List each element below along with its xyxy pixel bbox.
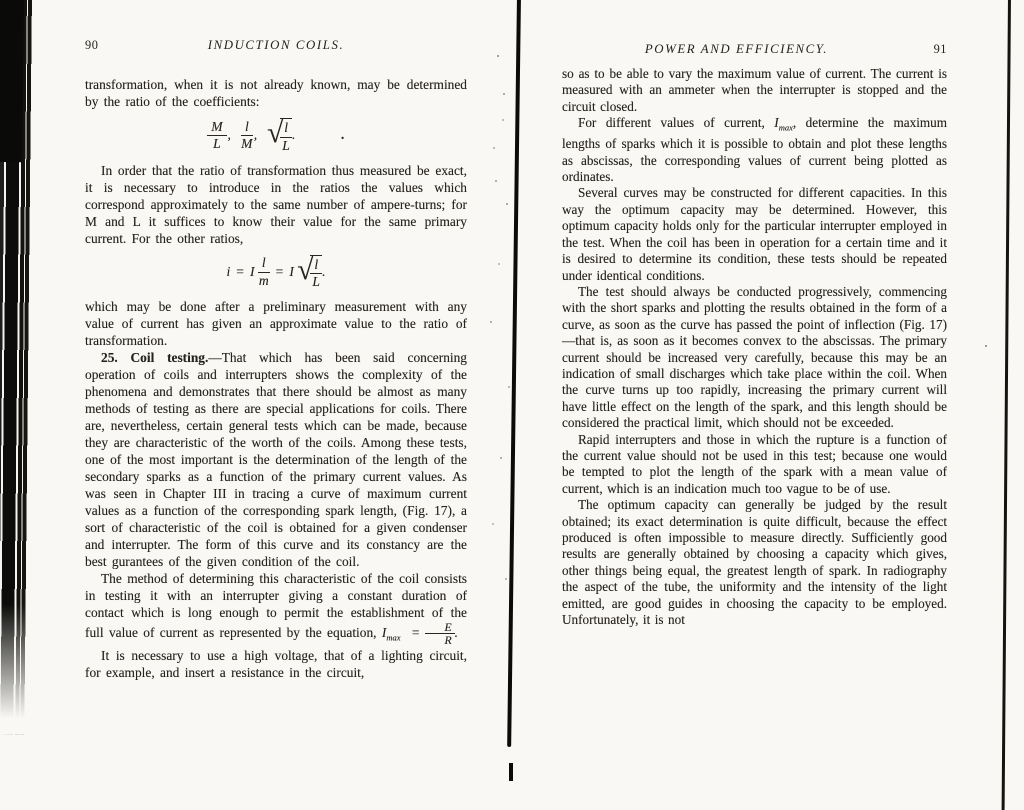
fraction-denominator: R [444, 633, 452, 648]
separator: . [454, 625, 459, 641]
separator: , [227, 127, 231, 142]
fraction-numerator: l [241, 120, 253, 137]
variable: I [249, 263, 255, 279]
paragraph: Several curves may be constructed for different capacities. In this way the optimum capacity may be determined. However, this optimum capacity holds only for the particular interrupter employed in the test. When the coil has been in operation for a certain time and it is desired to determine its condition, these tests should be repeated under identical conditions. [562, 185, 947, 283]
right-page [562, 42, 947, 628]
paragraph: transformation, when it is not already known, may be determined by the ratio of the coefficients: [85, 77, 467, 109]
paragraph-coil-testing [85, 349, 467, 570]
fraction-numerator: M [207, 120, 226, 137]
gutter-ink-dash [509, 763, 513, 781]
left-page [85, 38, 467, 681]
fraction-numerator: l [258, 256, 270, 273]
separator: , [253, 127, 258, 142]
paragraph-text: The method of determining this characteristic of the coil consists in testing it with an interrupter giving a constant duration of contact which is long enough to permit the establishment of the full value of current as represented by the equation, [85, 571, 467, 641]
equals-sign: = [275, 263, 284, 279]
right-page-header [562, 42, 947, 57]
fraction [425, 621, 454, 647]
paragraph: It is necessary to use a high voltage, that of a lighting circuit, for example, and insert a resistance in the circuit, [85, 647, 467, 680]
fraction [258, 256, 270, 288]
fraction-numerator: l [310, 258, 322, 275]
paragraph: which may be done after a preliminary measurement with any value of current has given an approximate value to the ratio of transformation. [85, 299, 467, 349]
fraction-numerator: l [280, 121, 292, 138]
running-head-right: POWER AND EFFICIENCY. [644, 42, 829, 56]
paragraph: Rapid interrupters and those in which the rupture is a function of the current value should not be used in this test; because one would be tempted to plot the length of the spark with a mean value of current, which is an indication much too vague to be of use. [562, 431, 947, 496]
radical-sign: √ [297, 253, 314, 286]
imax-symbol: I [381, 625, 387, 641]
radical-sign: √ [267, 117, 284, 149]
fraction-denominator: L [282, 137, 290, 153]
imax-symbol: I [774, 115, 779, 131]
radicand [280, 118, 292, 153]
imax-equation [381, 620, 459, 648]
fraction-numerator: E [425, 621, 454, 634]
running-head-left: INDUCTION COILS. [207, 38, 345, 52]
paragraph: so as to be able to vary the maximum value of current. The current is measured with an ammeter when the interrupter is stopped and the circuit closed. [562, 66, 947, 114]
paragraph-imax [562, 115, 947, 185]
imax-reference [774, 115, 793, 133]
page-gutter-line [507, 0, 521, 747]
fraction-denominator: L [312, 274, 320, 290]
fraction-denominator: M [241, 136, 253, 152]
right-edge-scan-line [1002, 0, 1011, 810]
fraction [310, 258, 322, 290]
paragraph-text: , determine the maximum lengths of sparks which it is possible to obtain and plot these lengths as abscissas, the corresponding values of current being plotted as ordinates. [562, 115, 947, 185]
left-page-header [85, 38, 467, 53]
variable: i [226, 263, 231, 279]
stray-ink-dot: . [341, 127, 345, 142]
paragraph: The test should always be conducted progressively, commencing with the short sparks and plotting the results obtained in the form of a curve, as soon as the curve has passed the point of inflection (Fig. 17)—that is, as soon as it becomes convex to the abscissas. The primary current should be increased very carefully, because this may be an indication of small discharges which take place within the coil. When the curve turns up too rapidly, increasing the primary current will have little effect on the length of the spark, and this length should be considered the practical limit, which should not be exceeded. [562, 283, 947, 431]
variable: I [289, 263, 294, 279]
formula-current-ratio [85, 254, 467, 291]
radicand [310, 255, 322, 290]
imax-subscript: max [386, 632, 401, 643]
ink-speckles [497, 55, 499, 57]
separator: . [291, 127, 296, 142]
paragraph: The optimum capacity can generally be judged by the result obtained; its exact determination is quite difficult, because the effect produced is often impossible to measure directly. Sufficiently good results are generally obtained by choosing a capacity which gives, other things being equal, the greatest length of spark. In radiography the aspect of the tube, the uniformity and the intensity of the light emitted, are good guides in choosing the capacity to be employed. Unfortunately, it is not [562, 497, 947, 628]
fraction [207, 120, 226, 152]
fraction [280, 121, 292, 153]
book-spine-scan-artifact [0, 0, 42, 734]
page-number-right: 91 [933, 42, 947, 56]
section-heading: 25. Coil testing. [101, 350, 209, 366]
paragraph-text: —That which has been said concerning operation of coils and interrupters shows the complexity of the phenomena and demonstrates that there should be almost as many methods of testing as there are special applications for coils. There are, nevertheless, certain general tests which can be made, because they are characteristic of the worth of the coils. Among these tests, one of the most important is the determination of the length of the secondary sparks as a function of the primary current values. As was seen in Chapter III in tracing a curve of maximum current values as a function of the corresponding spark length, (Fig. 17), a sort of characteristic of the coil is obtained for a given condenser and interrupter. The form of this curve and its constancy are the best gurantees of the given condition of the coil. [85, 350, 468, 570]
formula-coefficient-ratios [85, 117, 467, 154]
fraction [241, 120, 253, 152]
fraction-denominator: m [258, 272, 269, 288]
equals-sign: = [236, 263, 244, 279]
page-number-left: 90 [85, 38, 99, 52]
separator: . [322, 263, 326, 279]
paragraph-text: For different values of current, [578, 115, 775, 131]
paragraph: In order that the ratio of transformation thus measured be exact, it is necessary to introduce in the ratios the values which correspond approximately to the same number of ampere-turns; for M and L it suffices to know their value for the same primary current. For the other ratios, [85, 162, 467, 246]
equals-sign: = [411, 625, 420, 641]
fraction-denominator: L [213, 136, 221, 152]
imax-subscript: max [778, 122, 793, 133]
paragraph-method [85, 570, 467, 647]
